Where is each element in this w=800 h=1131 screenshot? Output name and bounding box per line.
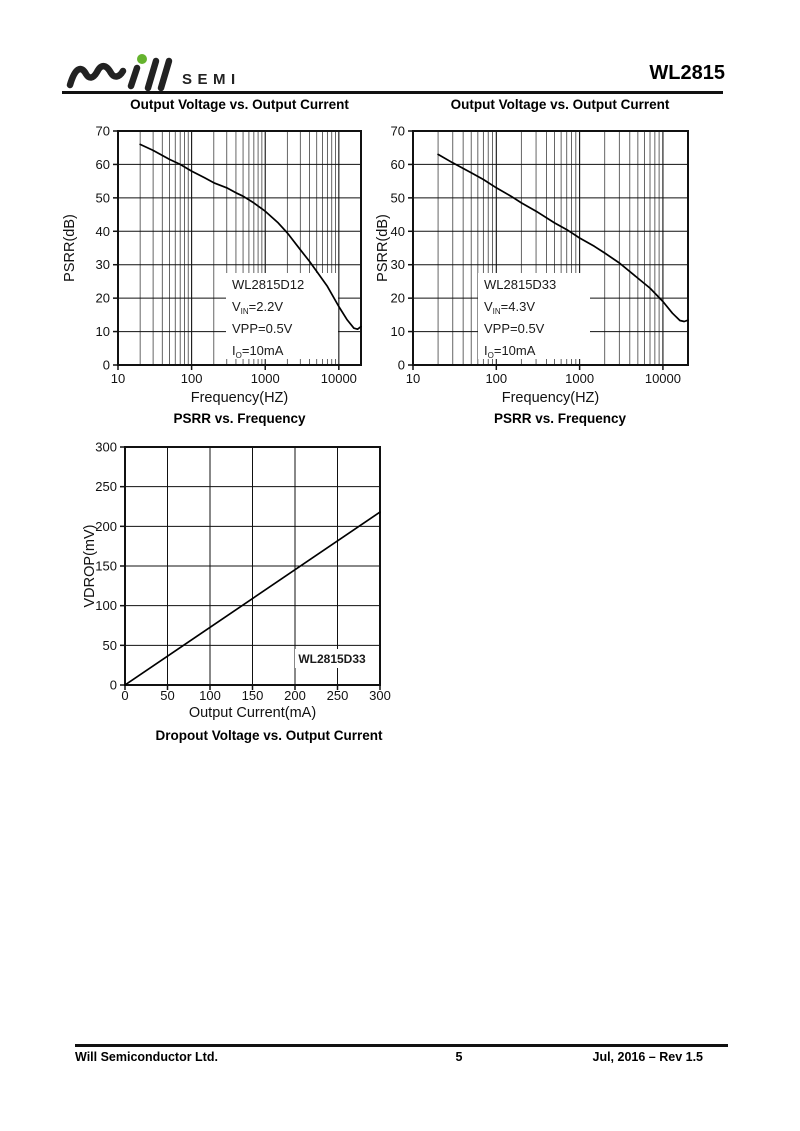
- svg-text:10000: 10000: [320, 371, 357, 386]
- footer-page-number: 5: [455, 1050, 463, 1064]
- svg-text:0: 0: [109, 677, 117, 693]
- chart-block-psrr-d33: [370, 97, 750, 427]
- svg-text:60: 60: [95, 156, 110, 172]
- svg-text:Frequency(HZ): Frequency(HZ): [501, 390, 600, 405]
- svg-text:VIN=4.3V: $V_{IN}=4.3V$: [484, 299, 536, 316]
- svg-text:300: 300: [95, 440, 117, 455]
- svg-text:0: 0: [397, 357, 405, 373]
- logo-brand-text: SEMI: [182, 71, 241, 88]
- psrr-d33-chart-canvas: [370, 113, 750, 405]
- svg-text:50: 50: [95, 190, 110, 206]
- logo-mark-icon: [62, 48, 312, 94]
- psrr-d12-chart-canvas: [61, 113, 421, 405]
- footer-rule: [75, 1044, 728, 1047]
- svg-text:1000: 1000: [250, 371, 280, 386]
- svg-text:VIN=2.2V: $V_{IN}=2.2V$: [232, 299, 284, 316]
- part-number: WL2815: [649, 62, 725, 84]
- svg-text:PSRR(dB): PSRR(dB): [375, 214, 391, 282]
- svg-text:0: 0: [102, 357, 110, 373]
- svg-text:IO=10mA: $I_O=10mA$: [484, 343, 536, 360]
- logo-i-stem: [131, 68, 137, 86]
- logo-slash-2: [161, 61, 169, 88]
- header-rule: [62, 91, 723, 94]
- svg-text:100: 100: [180, 371, 203, 386]
- svg-text:30: 30: [390, 257, 405, 273]
- svg-text:Output Current(mA): Output Current(mA): [188, 705, 317, 721]
- svg-text:WL2815D12: WL2815D12: [232, 277, 305, 292]
- chart-block-dropout: [75, 440, 463, 744]
- svg-text:PSRR(dB): PSRR(dB): [62, 214, 78, 282]
- chart-title-above: Output Voltage vs. Output Current: [130, 97, 349, 112]
- chart-title-below: PSRR vs. Frequency: [493, 411, 627, 426]
- svg-text:20: 20: [95, 290, 110, 306]
- company-logo: [62, 48, 312, 94]
- svg-text:200: 200: [95, 518, 117, 534]
- svg-text:50: 50: [102, 637, 117, 653]
- logo-dot: [137, 54, 147, 64]
- svg-text:100: 100: [199, 688, 221, 703]
- svg-text:0: 0: [121, 688, 129, 703]
- svg-text:WL2815D33: WL2815D33: [484, 277, 557, 292]
- svg-text:40: 40: [390, 223, 405, 239]
- svg-text:10000: 10000: [644, 371, 682, 386]
- dropout-chart-canvas: [75, 440, 463, 722]
- svg-text:WL2815D33: WL2815D33: [298, 652, 366, 666]
- svg-text:10: 10: [95, 324, 110, 340]
- svg-text:250: 250: [95, 479, 117, 495]
- svg-text:10: 10: [390, 324, 405, 340]
- svg-text:300: 300: [369, 688, 391, 703]
- svg-text:20: 20: [390, 290, 405, 306]
- svg-text:Frequency(HZ): Frequency(HZ): [190, 390, 289, 405]
- svg-text:70: 70: [390, 123, 405, 139]
- svg-text:30: 30: [95, 257, 110, 273]
- svg-text:IO=10mA: $I_O=10mA$: [232, 343, 284, 360]
- svg-text:1000: 1000: [565, 371, 595, 386]
- svg-text:VPP=0.5V: VPP=0.5V: [232, 321, 293, 336]
- svg-text:100: 100: [95, 598, 117, 614]
- chart-title-below: PSRR vs. Frequency: [173, 411, 306, 426]
- chart-block-psrr-d12: [61, 97, 421, 427]
- svg-text:60: 60: [390, 156, 405, 172]
- svg-text:40: 40: [95, 223, 110, 239]
- svg-text:50: 50: [390, 190, 405, 206]
- svg-text:VDROP(mV): VDROP(mV): [82, 524, 98, 608]
- svg-text:50: 50: [160, 688, 175, 703]
- svg-text:10: 10: [405, 371, 421, 386]
- footer-company: Will Semiconductor Ltd.: [75, 1050, 218, 1064]
- svg-text:10: 10: [110, 371, 126, 386]
- svg-text:70: 70: [95, 123, 110, 139]
- svg-text:VPP=0.5V: VPP=0.5V: [484, 321, 545, 336]
- svg-text:150: 150: [241, 688, 264, 703]
- chart-title-below: Dropout Voltage vs. Output Current: [155, 728, 383, 743]
- chart-title-above: Output Voltage vs. Output Current: [450, 97, 670, 112]
- svg-text:250: 250: [326, 688, 349, 703]
- svg-text:200: 200: [284, 688, 306, 703]
- logo-slash-1: [148, 61, 156, 88]
- svg-text:150: 150: [95, 558, 117, 574]
- logo-wave: [70, 66, 123, 85]
- svg-text:100: 100: [485, 371, 508, 386]
- footer-revision: Jul, 2016 – Rev 1.5: [592, 1050, 703, 1064]
